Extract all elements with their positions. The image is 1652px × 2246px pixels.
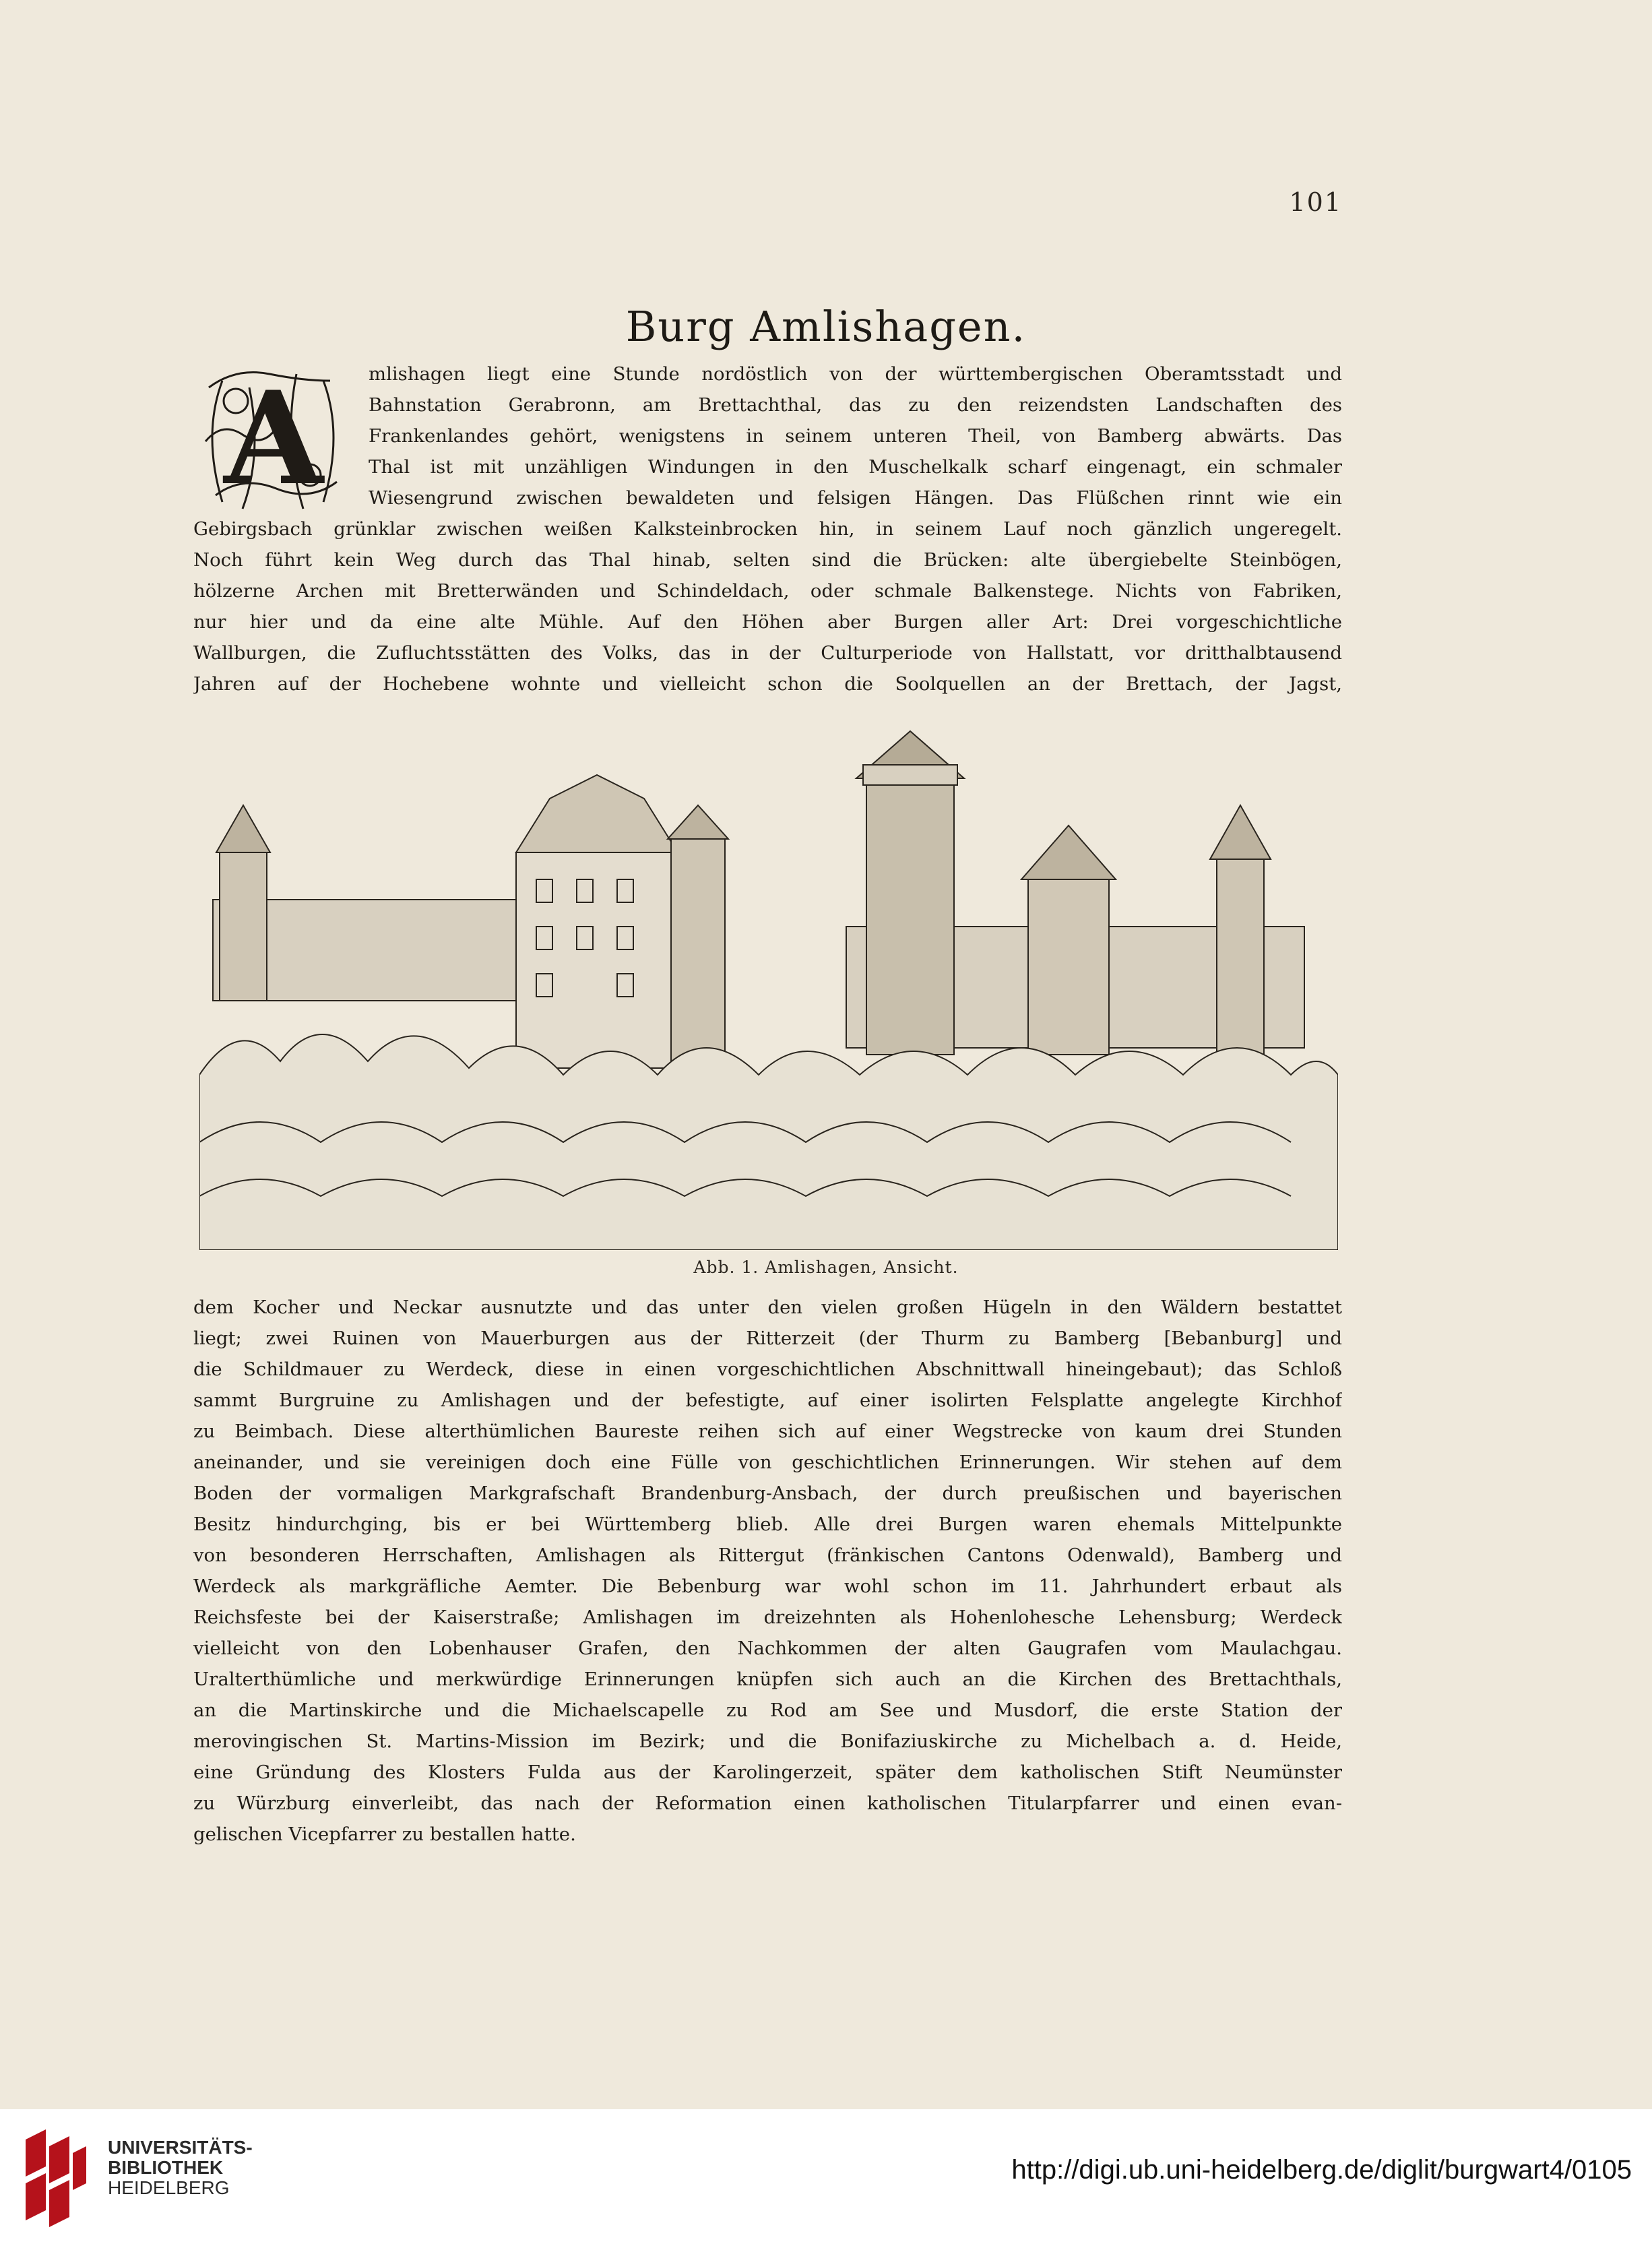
permalink-url[interactable]: http://digi.ub.uni-heidelberg.de/diglit/burgwart4/0105 [1011,2155,1632,2185]
library-logo-icon[interactable] [19,2126,93,2227]
paragraph-top [193,358,1342,699]
text-line: Gebirgsbach grünklar zwischen weißen Kalksteinbrocken hin, in seinem Lauf noch gänzlich ungeregelt. [193,518,1342,540]
text-line: Uralterthümliche und merkwürdige Erinnerungen knüpfen sich auch an die Kirchen des Brettachthals, [193,1668,1342,1690]
text-line: an die Martinskirche und die Michaelscapelle zu Rod am See und Musdorf, die erste Station der [193,1699,1342,1721]
text-line: Werdeck als markgräfliche Aemter. Die Bebenburg war wohl schon im 11. Jahrhundert erbaut als [193,1576,1342,1597]
text-line: sammt Burgruine zu Amlishagen und der befestigte, auf einer isolirten Felsplatte angelegte Kirchhof [193,1390,1342,1411]
library-name[interactable] [108,2138,253,2198]
text-line: Thal ist mit unzähligen Windungen in den Muschelkalk scharf eingenagt, ein schmaler [369,456,1342,478]
text-line: Bahnstation Gerabronn, am Brettachthal, das zu den reizendsten Landschaften des [369,394,1342,416]
text-line: Noch führt kein Weg durch das Thal hinab, selten sind die Brücken: alte übergiebelte Steinbögen, [193,549,1342,571]
text-line: hölzerne Archen mit Bretterwänden und Schindeldach, oder schmale Balkenstege. Nichts von Fabriken, [193,580,1342,602]
library-name-line2: BIBLIOTHEK [108,2157,224,2178]
text-line: nur hier und da eine alte Mühle. Auf den Höhen aber Burgen aller Art: Drei vorgeschichtliche [193,611,1342,633]
text-line: zu Würzburg einverleibt, das nach der Reformation einen katholischen Titularpfarrer und einen evan- [193,1792,1342,1814]
text-line: merovingischen St. Martins-Mission im Bezirk; und die Bonifaziuskirche zu Michelbach a. d. Heide, [193,1730,1342,1752]
text-line: von besonderen Herrschaften, Amlishagen als Rittergut (fränkischen Cantons Odenwald), Bamberg und [193,1545,1342,1566]
text-line: gelischen Vicepfarrer zu bestallen hatte. [193,1823,576,1845]
text-line: Jahren auf der Hochebene wohnte und vielleicht schon die Soolquellen an der Brettach, der Jagst, [193,673,1342,695]
text-line: Frankenlandes gehört, wenigstens in seinem unteren Theil, von Bamberg abwärts. Das [369,425,1342,447]
text-line: aneinander, und sie vereinigen doch eine Fülle von geschichtlichen Erinnerungen. Wir stehen auf dem [193,1452,1342,1473]
paragraph-bottom [193,1292,1342,1850]
page-number: 101 [1289,187,1342,217]
library-name-line3: HEIDELBERG [108,2177,230,2198]
library-name-line1: UNIVERSITÄTS- [108,2137,253,2158]
page-title: Burg Amlishagen. [625,302,1027,351]
text-line: Wallburgen, die Zufluchtsstätten des Volks, das in der Culturperiode von Hallstatt, vor dritthalbtausend [193,642,1342,664]
text-line: Wiesengrund zwischen bewaldeten und felsigen Hängen. Das Flüßchen rinnt wie ein [369,487,1342,509]
text-line: vielleicht von den Lobenhauser Grafen, den Nachkommen der alten Gaugrafen vom Maulachgau. [193,1637,1342,1659]
text-line: Reichsfeste bei der Kaiserstraße; Amlishagen im dreizehnten als Hohenlohesche Lehensburg; Werdeck [193,1606,1342,1628]
text-line: mlishagen liegt eine Stunde nordöstlich von der württembergischen Oberamtsstadt und [369,363,1342,385]
text-line: eine Gründung des Klosters Fulda aus der Karolingerzeit, später dem katholischen Stift Neumünster [193,1761,1342,1783]
dropcap-letter: A [224,363,323,513]
text-line: Besitz hindurchging, bis er bei Württemberg blieb. Alle drei Burgen waren ehemals Mittelpunkte [193,1514,1342,1535]
castle-illustration [199,724,1338,1250]
text-line: Boden der vormaligen Markgrafschaft Brandenburg-Ansbach, der durch preußischen und bayerischen [193,1483,1342,1504]
text-line: zu Beimbach. Diese alterthümlichen Baureste reihen sich auf einer Wegstrecke von kaum drei Stunden [193,1421,1342,1442]
text-line: die Schildmauer zu Werdeck, diese in einen vorgeschichtlichen Abschnittwall hineingebaut); das Schloß [193,1359,1342,1380]
text-line: dem Kocher und Neckar ausnutzte und das unter den vielen großen Hügeln in den Wäldern bestattet [193,1297,1342,1318]
text-line: liegt; zwei Ruinen von Mauerburgen aus der Ritterzeit (der Thurm zu Bamberg [Bebanburg] und [193,1328,1342,1349]
figure-caption: Abb. 1. Amlishagen, Ansicht. [693,1257,959,1277]
